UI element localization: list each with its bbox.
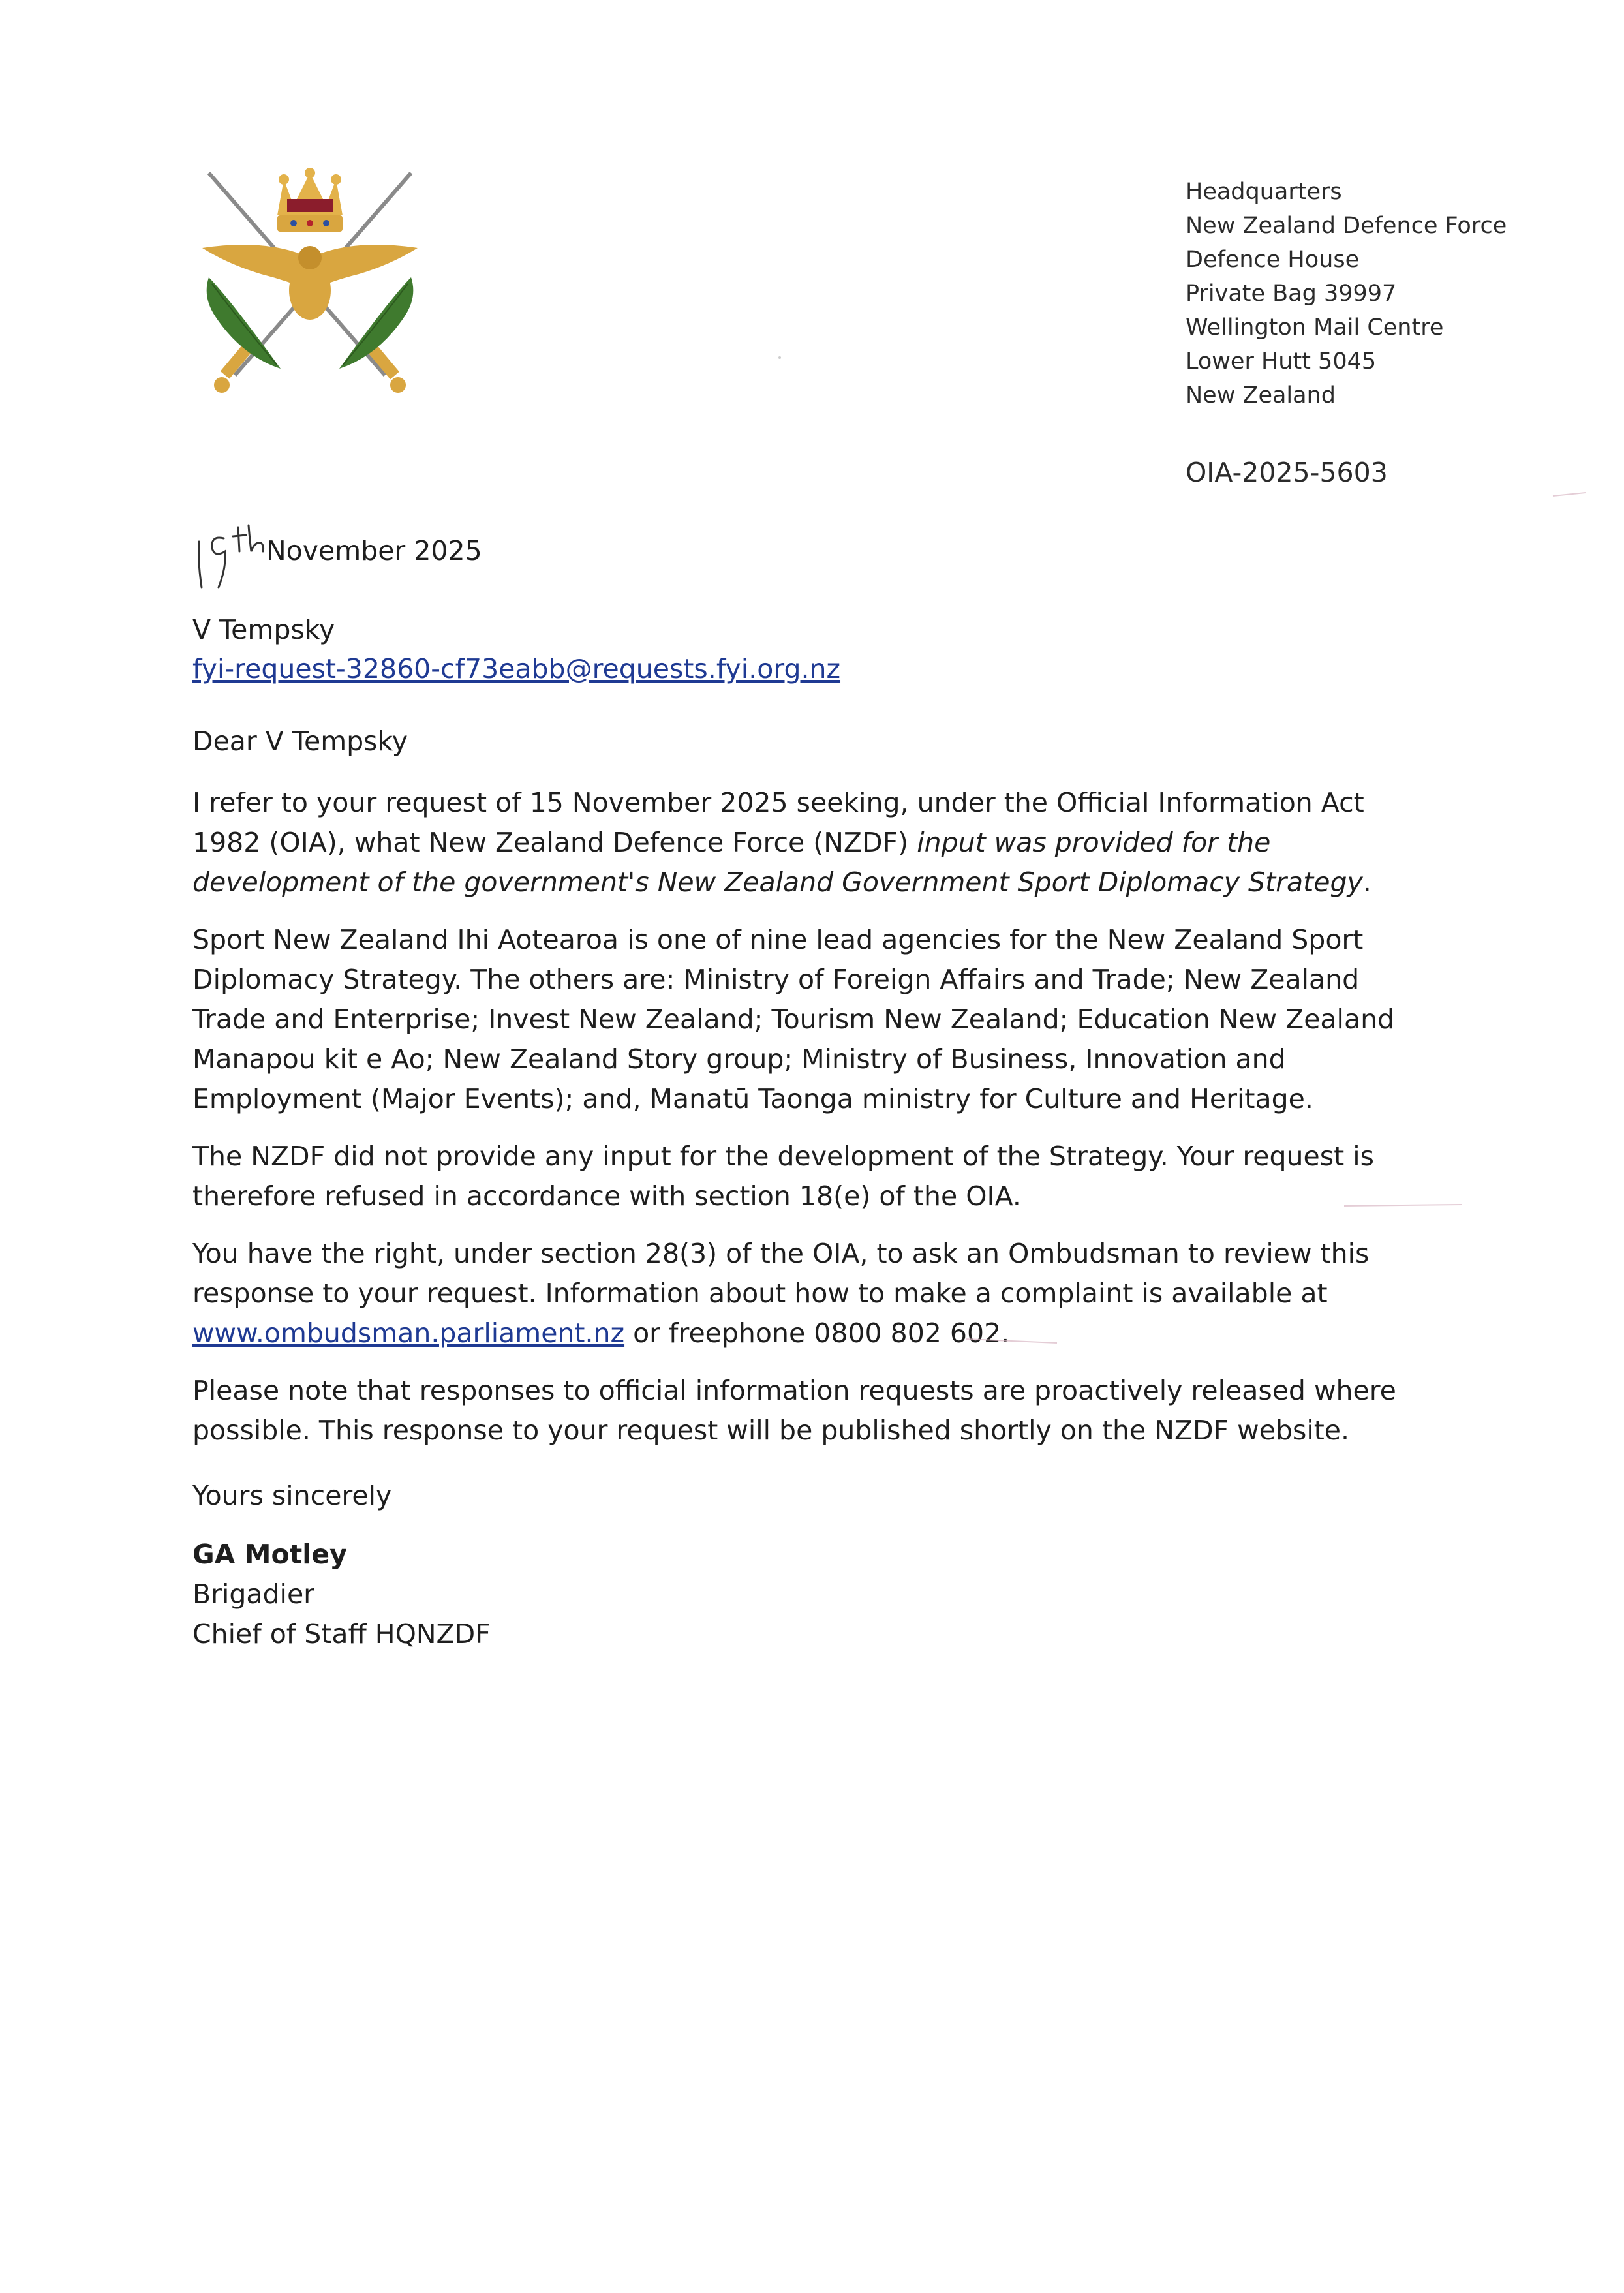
- paragraph-ombudsman: [192, 1234, 1432, 1353]
- paragraph-request: [192, 783, 1432, 902]
- body-line: Please note that responses to official information requests are proactively released where: [192, 1375, 1396, 1406]
- body-text: .: [1362, 867, 1371, 898]
- body-line: Diplomacy Strategy. The others are: Ministry of Foreign Affairs and Trade; New Zealand: [192, 964, 1360, 995]
- letter-date: [192, 522, 714, 594]
- nzdf-crest-icon: [189, 160, 431, 401]
- address-line: Lower Hutt 5045: [1186, 348, 1377, 375]
- recipient-block: [192, 610, 840, 688]
- body-line: You have the right, under section 28(3) of the OIA, to ask an Ombudsman to review this: [192, 1238, 1370, 1269]
- recipient-email-link[interactable]: fyi-request-32860-cf73eabb@requests.fyi.org.nz: [192, 653, 841, 685]
- address-line: Defence House: [1186, 247, 1360, 273]
- address-line: Wellington Mail Centre: [1186, 315, 1444, 341]
- body-text: or freephone 0800 802 602.: [624, 1317, 1010, 1349]
- body-line: Employment (Major Events); and, Manatū Taonga ministry for Culture and Heritage.: [192, 1083, 1313, 1115]
- signatory-title: Chief of Staff HQNZDF: [192, 1618, 491, 1650]
- quoted-request-text: input was provided for the: [917, 827, 1271, 858]
- address-line: Private Bag 39997: [1186, 281, 1397, 307]
- body-line: Manapou kit e Ao; New Zealand Story group; Ministry of Business, Innovation and: [192, 1043, 1286, 1075]
- address-line: New Zealand: [1186, 382, 1336, 408]
- ombudsman-website-link[interactable]: www.ombudsman.parliament.nz: [192, 1317, 625, 1349]
- body-line: The NZDF did not provide any input for the development of the Strategy. Your request is: [192, 1141, 1374, 1172]
- body-line: response to your request. Information about how to make a complaint is available at: [192, 1278, 1328, 1309]
- address-line: Headquarters: [1186, 179, 1342, 205]
- body-line: [192, 863, 1432, 902]
- body-text: 1982 (OIA), what New Zealand Defence Force (NZDF): [192, 827, 917, 858]
- body-line: possible. This response to your request will be published shortly on the NZDF website.: [192, 1415, 1350, 1446]
- handwritten-day: [192, 522, 277, 594]
- body-line: [192, 823, 1432, 863]
- date-printed: November 2025: [266, 535, 482, 566]
- body-line: Sport New Zealand Ihi Aotearoa is one of nine lead agencies for the New Zealand Sport: [192, 924, 1364, 955]
- signatory-name: GA Motley: [192, 1539, 347, 1570]
- reference-number: OIA-2025-5603: [1186, 457, 1388, 488]
- recipient-name: V Tempsky: [192, 614, 335, 645]
- body-line: Trade and Enterprise; Invest New Zealand; Tourism New Zealand; Education New Zealand: [192, 1004, 1395, 1035]
- quoted-request-text: development of the government's New Zealand Government Sport Diplomacy Strategy: [192, 867, 1363, 898]
- salutation: Dear V Tempsky: [192, 726, 408, 757]
- paragraph-refusal: [192, 1137, 1432, 1216]
- paragraph-agencies: [192, 920, 1432, 1119]
- signature-block: [192, 1535, 491, 1654]
- address-line: New Zealand Defence Force: [1186, 213, 1507, 239]
- body-line: therefore refused in accordance with section 18(e) of the OIA.: [192, 1180, 1021, 1212]
- letter-body: [192, 783, 1432, 1468]
- sender-address: [1186, 175, 1507, 412]
- closing: Yours sincerely: [192, 1480, 392, 1511]
- body-line: [192, 1314, 1432, 1353]
- body-line: I refer to your request of 15 November 2025 seeking, under the Official Information Act: [192, 787, 1364, 818]
- paragraph-publication: [192, 1371, 1432, 1451]
- signatory-rank: Brigadier: [192, 1578, 315, 1610]
